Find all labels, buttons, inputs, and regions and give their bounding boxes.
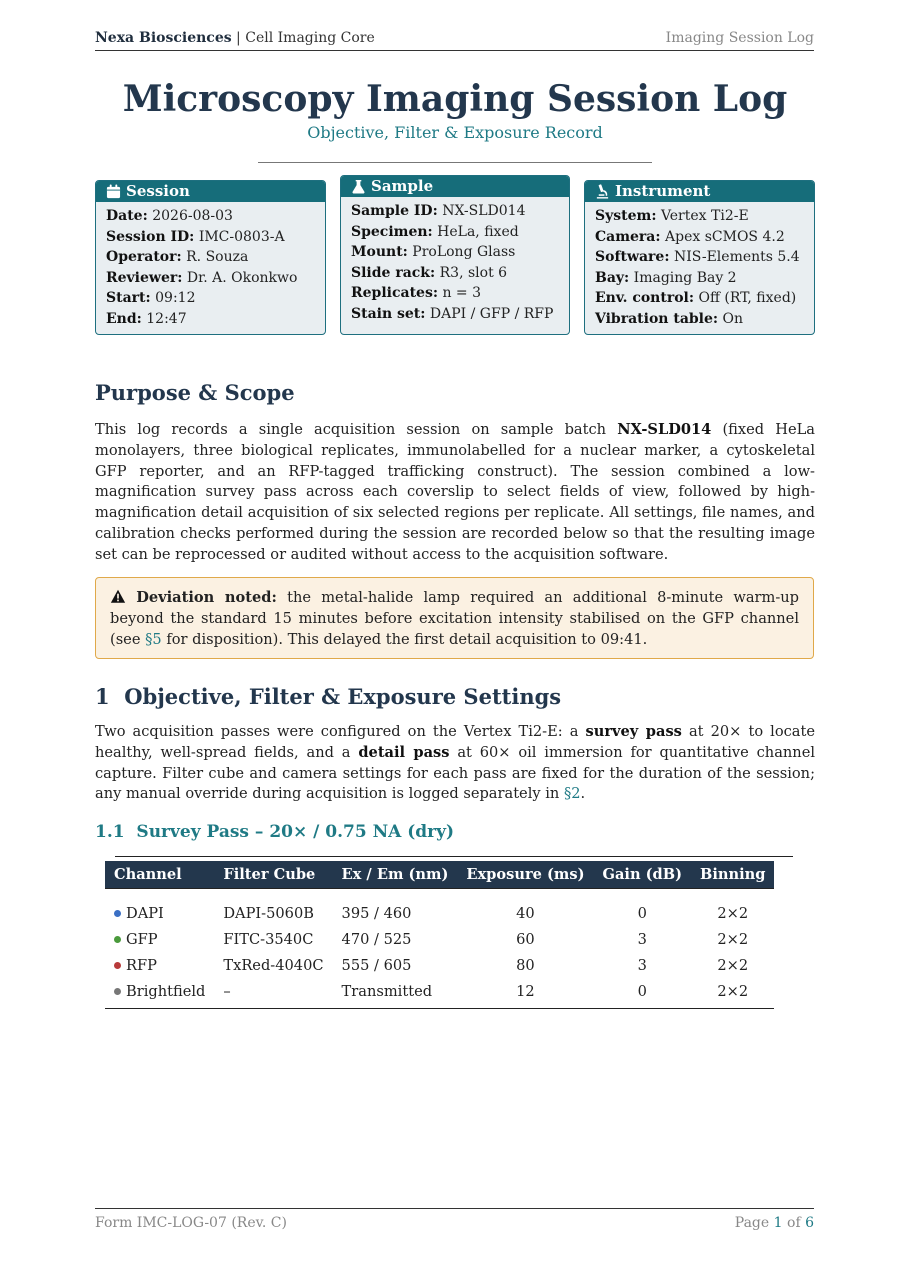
col-header-filter-cube: Filter Cube bbox=[214, 861, 332, 889]
purpose-text-rest: (fixed HeLa monolayers, three biological replicates, immunolabelled for a nuclear marker, a cytoskeletal GFP reporter, and an RFP-tagged trafficking construct). The session combined a low-magnification survey pass across each coverslip to select fields of view, followed by high-magnification detail acquisition of six selected regions per replicate. All settings, file names, and calibration checks performed during the session are recorded below so that the resulting image set can be reprocessed or audited without access to the acquisition software. bbox=[95, 421, 815, 563]
row-label: Mount: bbox=[351, 244, 408, 261]
survey-pass-term: survey pass bbox=[585, 723, 682, 740]
row-label: Camera: bbox=[595, 228, 661, 245]
section-5-link[interactable]: §5 bbox=[145, 630, 162, 648]
microscope-icon bbox=[595, 184, 610, 199]
channel-name: Brightfield bbox=[126, 982, 206, 1000]
sample-card-body bbox=[341, 197, 569, 325]
session-row bbox=[106, 268, 315, 289]
exem-cell: Transmitted bbox=[333, 978, 458, 1009]
row-label: Env. control: bbox=[595, 290, 695, 307]
channel-cell bbox=[105, 894, 214, 926]
row-value: ProLong Glass bbox=[412, 244, 516, 261]
session-row bbox=[106, 206, 315, 227]
title-divider bbox=[258, 162, 652, 163]
page-subtitle: Objective, Filter & Exposure Record bbox=[307, 123, 603, 142]
channel-dot bbox=[114, 988, 121, 995]
row-label: Slide rack: bbox=[351, 264, 436, 281]
session-row bbox=[106, 227, 315, 248]
row-label: Sample ID: bbox=[351, 203, 438, 219]
row-value: IMC-0803-A bbox=[198, 228, 285, 245]
row-value: HeLa, fixed bbox=[437, 223, 519, 240]
instrument-card-header bbox=[585, 181, 814, 202]
subsection-heading: 1.1 Survey Pass – 20× / 0.75 NA (dry) bbox=[95, 822, 455, 842]
section-1-heading: 1 Objective, Filter & Exposure Settings bbox=[95, 684, 562, 709]
instrument-row bbox=[595, 206, 804, 227]
sample-row bbox=[351, 242, 559, 263]
deviation-label: Deviation noted: bbox=[136, 589, 277, 606]
exem-cell: 555 / 605 bbox=[341, 956, 412, 974]
section-1-text: Two acquisition passes were configured on the Vertex Ti2-E: a bbox=[95, 723, 586, 740]
row-label: Replicates: bbox=[351, 285, 438, 302]
row-value: n = 3 bbox=[442, 285, 482, 302]
row-value: 2026-08-03 bbox=[152, 208, 233, 224]
table-row bbox=[105, 952, 774, 978]
instrument-row bbox=[595, 309, 804, 330]
row-value: R. Souza bbox=[186, 249, 249, 266]
row-label: Session ID: bbox=[106, 228, 195, 245]
gain-cell: 3 bbox=[637, 956, 647, 974]
form-id: Form IMC-LOG-07 (Rev. C) bbox=[95, 1215, 287, 1231]
row-label: Reviewer: bbox=[106, 269, 183, 286]
section-1-text-end: . bbox=[580, 785, 586, 803]
session-card-header bbox=[96, 181, 325, 202]
gain-cell: 3 bbox=[637, 930, 647, 948]
table-row bbox=[105, 926, 774, 952]
doc-name: Imaging Session Log bbox=[665, 30, 814, 46]
instrument-row bbox=[595, 247, 804, 268]
row-value: 12:47 bbox=[146, 310, 187, 327]
sample-row bbox=[351, 283, 559, 304]
session-card-title: Session bbox=[126, 182, 190, 200]
row-value: Vertex Ti2-E bbox=[660, 208, 749, 224]
cube-cell: TxRed-4040C bbox=[223, 956, 324, 974]
col-header-gain: Gain (dB) bbox=[593, 861, 691, 889]
channel-dot bbox=[114, 910, 121, 917]
col-header-binning: Binning bbox=[691, 861, 774, 889]
sample-card bbox=[340, 175, 570, 335]
org-name: Nexa Biosciences bbox=[95, 30, 232, 46]
binning-cell: 2×2 bbox=[717, 904, 749, 922]
deviation-callout bbox=[95, 577, 814, 659]
channel-cell bbox=[105, 952, 214, 978]
gain-cell: 0 bbox=[593, 978, 691, 1009]
page-title: Microscopy Imaging Session Log bbox=[122, 78, 788, 120]
cube-cell: FITC-3540C bbox=[223, 930, 314, 948]
instrument-row bbox=[595, 227, 804, 248]
cube-cell: – bbox=[214, 978, 332, 1009]
row-value: On bbox=[722, 310, 744, 327]
row-label: Specimen: bbox=[351, 223, 433, 240]
channel-dot bbox=[114, 936, 121, 943]
table-row bbox=[105, 978, 774, 1009]
binning-cell: 2×2 bbox=[717, 956, 749, 974]
page-prefix: Page bbox=[734, 1215, 774, 1231]
session-row bbox=[106, 247, 315, 268]
deviation-text-end: for disposition). This delayed the first detail acquisition to 09:41. bbox=[161, 630, 648, 648]
exposure-cell: 12 bbox=[457, 978, 593, 1009]
session-row bbox=[106, 309, 315, 330]
deviation-text: the metal-halide lamp required an additional 8-minute warm-up beyond the standard 15 minutes before excitation intensity stabilised on the GFP channel (see bbox=[110, 589, 800, 648]
col-header-ex-em: Ex / Em (nm) bbox=[333, 861, 458, 889]
sample-row bbox=[351, 263, 559, 284]
section-2-link[interactable]: §2 bbox=[563, 785, 581, 803]
row-label: Operator: bbox=[106, 249, 182, 266]
section-1-text: at 60× oil immersion for quantitative channel capture. Filter cube and camera settings for each pass are fixed for the duration of the session; any manual override during acquisition is logged separately in bbox=[95, 743, 816, 803]
table-top-rule bbox=[115, 856, 793, 857]
row-value: Imaging Bay 2 bbox=[633, 269, 737, 286]
unit-name: Cell Imaging Core bbox=[245, 30, 375, 46]
row-value: 09:12 bbox=[155, 290, 196, 307]
sample-row bbox=[351, 304, 559, 325]
exem-cell: 470 / 525 bbox=[341, 930, 412, 948]
row-label: Date: bbox=[106, 208, 148, 224]
page-number bbox=[735, 1215, 814, 1231]
survey-settings-table bbox=[105, 861, 774, 1009]
row-value: Off (RT, fixed) bbox=[698, 290, 797, 307]
instrument-row bbox=[595, 288, 804, 309]
instrument-card-title: Instrument bbox=[615, 182, 711, 200]
instrument-row bbox=[595, 268, 804, 289]
table-row bbox=[105, 894, 774, 926]
row-value: R3, slot 6 bbox=[439, 264, 508, 281]
row-value: NIS-Elements 5.4 bbox=[673, 249, 800, 266]
channel-name: GFP bbox=[126, 930, 158, 948]
gain-cell: 0 bbox=[637, 904, 647, 922]
cube-cell: DAPI-5060B bbox=[223, 904, 314, 922]
channel-dot bbox=[114, 962, 121, 969]
row-label: Stain set: bbox=[351, 305, 426, 322]
col-header-channel: Channel bbox=[105, 861, 214, 889]
session-card bbox=[95, 180, 326, 335]
channel-cell bbox=[105, 978, 214, 1009]
channel-cell bbox=[105, 926, 214, 952]
purpose-paragraph bbox=[95, 420, 815, 566]
purpose-heading: Purpose & Scope bbox=[95, 380, 295, 405]
exposure-cell: 60 bbox=[516, 930, 535, 948]
row-label: Start: bbox=[106, 290, 151, 307]
section-1-text: at 20× to locate healthy, well-spread fields, and a bbox=[95, 723, 816, 761]
row-label: System: bbox=[595, 208, 657, 224]
exem-cell: 395 / 460 bbox=[341, 904, 412, 922]
row-value: DAPI / GFP / RFP bbox=[429, 305, 554, 322]
sample-card-title: Sample bbox=[371, 177, 434, 195]
sample-row bbox=[351, 201, 559, 222]
sample-card-header bbox=[341, 176, 569, 197]
exposure-cell: 40 bbox=[516, 904, 535, 922]
instrument-card bbox=[584, 180, 815, 335]
page-header bbox=[95, 30, 814, 51]
col-header-exposure: Exposure (ms) bbox=[457, 861, 593, 889]
header-left bbox=[95, 30, 375, 46]
row-value: Dr. A. Okonkwo bbox=[186, 269, 298, 286]
sample-row bbox=[351, 222, 559, 243]
row-label: Software: bbox=[595, 249, 670, 266]
exposure-cell: 80 bbox=[516, 956, 535, 974]
detail-pass-term: detail pass bbox=[358, 743, 450, 761]
batch-id: NX-SLD014 bbox=[617, 421, 712, 438]
row-value: NX-SLD014 bbox=[442, 203, 526, 219]
channel-name: RFP bbox=[126, 956, 157, 974]
row-label: Bay: bbox=[595, 269, 630, 286]
channel-name: DAPI bbox=[126, 904, 164, 922]
header-separator: | bbox=[231, 30, 246, 46]
calendar-icon bbox=[106, 184, 121, 199]
flask-icon bbox=[351, 179, 366, 194]
session-row bbox=[106, 288, 315, 309]
page-footer bbox=[95, 1208, 814, 1231]
row-value: Apex sCMOS 4.2 bbox=[665, 228, 785, 245]
session-card-body bbox=[96, 202, 325, 330]
purpose-text: This log records a single acquisition session on sample batch bbox=[95, 421, 618, 438]
instrument-card-body bbox=[585, 202, 814, 330]
page-of: of bbox=[782, 1215, 806, 1231]
binning-cell: 2×2 bbox=[717, 930, 749, 948]
total-pages[interactable]: 6 bbox=[805, 1215, 814, 1231]
binning-cell: 2×2 bbox=[691, 978, 774, 1009]
section-1-paragraph bbox=[95, 722, 815, 805]
current-page[interactable]: 1 bbox=[773, 1215, 783, 1231]
table-header-row bbox=[105, 861, 774, 889]
row-label: End: bbox=[106, 310, 142, 327]
warning-icon bbox=[110, 589, 126, 604]
row-label: Vibration table: bbox=[595, 310, 719, 327]
